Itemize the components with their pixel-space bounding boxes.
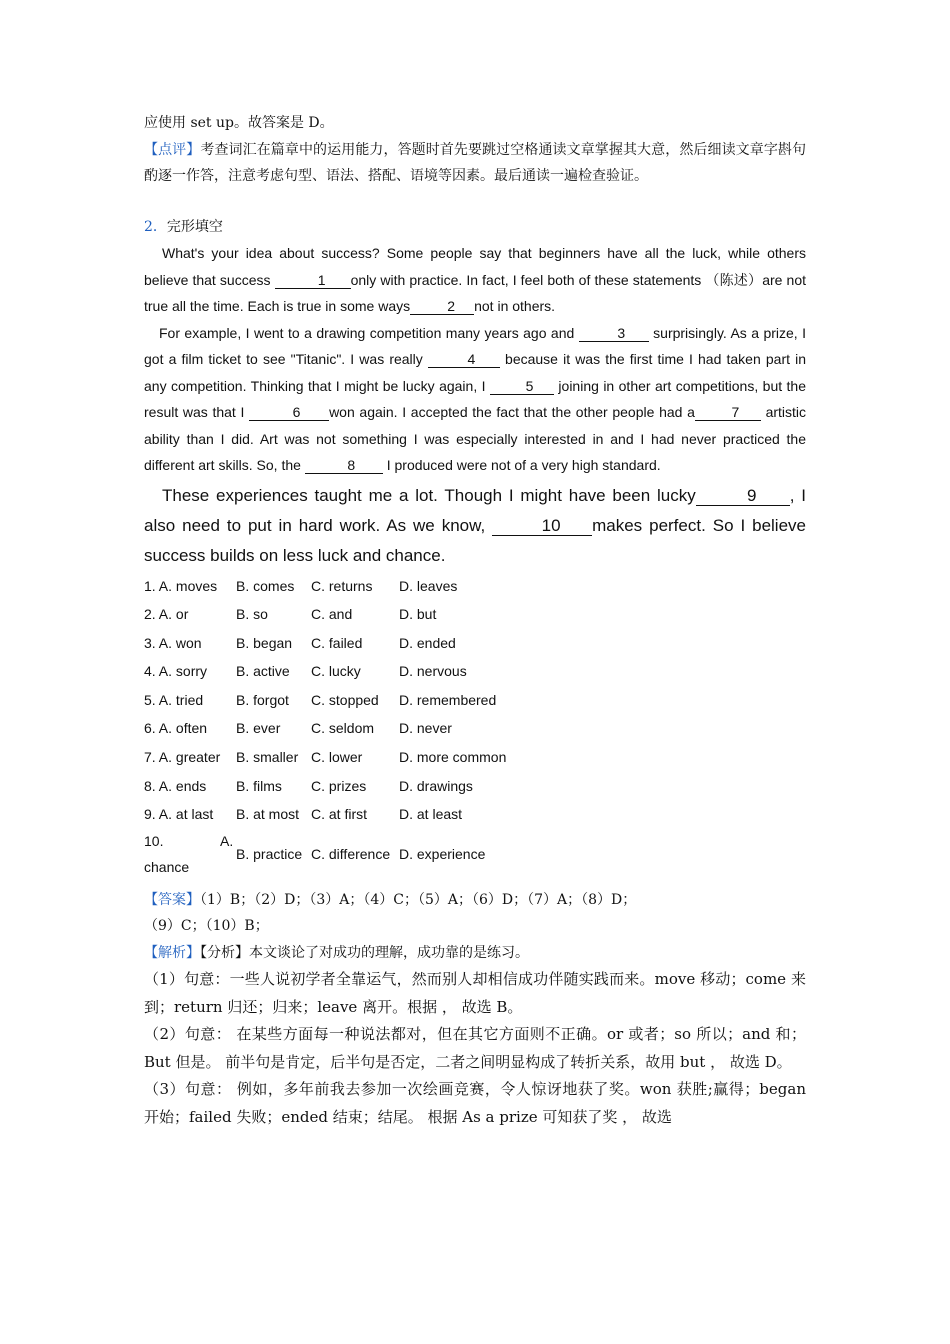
option-d: D. but: [399, 606, 437, 623]
passage-text: I produced were not of a very high standard.: [386, 457, 661, 473]
answer-line-2: （9）C；（10）B；: [144, 918, 269, 935]
option-d: D. remembered: [399, 691, 497, 708]
passage-text: For example, I went to a drawing competition many years ago and: [159, 324, 575, 341]
option-row: [144, 572, 806, 601]
option-row: [144, 657, 806, 686]
option-b: B. practice: [236, 845, 303, 862]
passage-paragraph-1: [144, 240, 806, 320]
option-c: C. lower: [311, 749, 363, 766]
option-b: B. at most: [236, 806, 300, 823]
analysis-intro-text: 【分析】本文谈论了对成功的理解，成功靠的是练习。: [200, 944, 529, 961]
option-row: [144, 800, 806, 829]
answer-block: [144, 887, 806, 940]
option-10-a-cell: [144, 833, 236, 885]
passage-text: makes perfect. So I believe success builds on less luck and chance.: [144, 515, 806, 565]
option-a: 7. A. greater: [144, 749, 221, 766]
analysis-q1: （1）句意：一些人说初学者全靠运气，然而别人却相信成功伴随实践而来。move 移动；come 来到；return 归还；归来；leave 离开。根据 ， 故选 B。: [144, 970, 806, 1016]
blank-5: 5: [490, 379, 554, 395]
option-b: B. comes: [236, 577, 295, 594]
option-b: B. ever: [236, 720, 281, 737]
option-10-a-letter: A.: [220, 832, 234, 849]
section-title: 完形填空: [166, 218, 223, 235]
document-page: [144, 110, 806, 1131]
option-d: D. drawings: [399, 777, 473, 794]
passage-text: These experiences taught me a lot. Though I might have been lucky: [162, 485, 696, 505]
option-c: C. difference: [311, 845, 391, 862]
passage-text: artistic ability than I did. Art was not something I was especially interested in and I had never practiced the different art skills. So, the: [144, 404, 807, 473]
option-10-a-text: chance: [144, 858, 190, 875]
option-c: C. stopped: [311, 691, 379, 708]
option-d: D. experience: [399, 845, 486, 862]
passage-text: only with practice. In fact, I feel both of these statements: [350, 271, 702, 288]
section-heading: [144, 214, 806, 241]
blank-10: 10: [492, 517, 592, 537]
passage-text: , I also need to put in hard work. As we know,: [144, 485, 806, 535]
analysis-tag: 【解析】: [144, 944, 200, 961]
option-row: [144, 772, 806, 801]
option-row: [144, 629, 806, 658]
intro-line: 应使用 set up。故答案是 D。: [144, 115, 334, 131]
passage-text: surprisingly. As a prize, I got a film ticket to see "Titanic". I was really: [144, 324, 807, 367]
option-a: 8. A. ends: [144, 777, 207, 794]
option-10-number: 10.: [144, 832, 164, 849]
option-b: B. films: [236, 777, 282, 794]
option-b: B. so: [236, 606, 268, 623]
option-b: B. began: [236, 634, 293, 651]
option-c: C. at first: [311, 806, 368, 823]
option-d: D. never: [399, 720, 452, 737]
passage-text: because it was the first time I had taken part in any competition. Thinking that I might be lucky again, I: [144, 351, 807, 394]
option-c: C. and: [311, 606, 353, 623]
analysis-q2: （2）句意： 在某些方面每一种说法都对，但在其它方面则不正确。or 或者；so 所以；and 和； But 但是。 前半句是肯定，后半句是否定，二者之间明显构成了转折关系，故用 but ， 故选 D。: [144, 1025, 806, 1071]
option-a: 4. A. sorry: [144, 663, 208, 680]
comment-tag: 【点评】: [144, 141, 201, 158]
option-b: B. active: [236, 663, 290, 680]
comment-paragraph: [144, 137, 806, 190]
blank-2: 2: [410, 299, 474, 315]
option-d: D. nervous: [399, 663, 467, 680]
option-a: 9. A. at last: [144, 806, 214, 823]
blank-7: 7: [695, 405, 761, 421]
analysis-block: [144, 940, 806, 1132]
blank-8: 8: [305, 458, 383, 474]
option-c: C. lucky: [311, 663, 361, 680]
section-number: 2．: [144, 218, 167, 235]
option-d: D. more common: [399, 749, 507, 766]
comment-text: 考查词汇在篇章中的运用能力，答题时首先要跳过空格通读文章掌握其大意，然后细读文章字斟句酌逐一作答，注意考虑句型、语法、搭配、语境等因素。最后通读一遍检查验证。: [144, 141, 807, 184]
option-a: 1. A. moves: [144, 577, 218, 594]
analysis-q3: （3）句意： 例如，多年前我去参加一次绘画竞赛，令人惊讶地获了奖。won 获胜;赢得；began 开始；failed 失败；ended 结束；结尾。 根据 As a prize 可知获了奖 ， 故选: [144, 1080, 806, 1126]
passage-text: What's your idea about success? Some people say that beginners have all the luck, while others believe that success: [144, 245, 806, 288]
option-b: B. smaller: [236, 749, 299, 766]
answer-text: （1）B；（2）D；（3）A；（4）C；（5）A；（6）D；（7）A；（8）D；: [200, 891, 637, 908]
answer-line-1: [144, 887, 806, 914]
option-c: C. seldom: [311, 720, 375, 737]
passage-paragraph-3: [144, 481, 806, 571]
option-a: 2. A. or: [144, 606, 189, 623]
option-row: [144, 686, 806, 715]
option-c: C. returns: [311, 577, 373, 594]
blank-4: 4: [428, 352, 500, 368]
cloze-passage: [144, 240, 806, 571]
option-b: B. forgot: [236, 691, 289, 708]
passage-text: （陈述）are not true all the time. Each is true in some ways: [144, 271, 807, 314]
passage-text: joining in other art competitions, but the result was that I: [144, 377, 807, 420]
option-row: [144, 714, 806, 743]
blank-6: 6: [249, 405, 329, 421]
option-row-10: [144, 833, 806, 885]
answer-tag: 【答案】: [144, 891, 200, 908]
option-c: C. prizes: [311, 777, 367, 794]
option-row: [144, 743, 806, 772]
passage-text: not in others.: [474, 298, 556, 314]
blank-9: 9: [696, 487, 790, 507]
options-list: [144, 572, 806, 885]
option-a: 3. A. won: [144, 634, 202, 651]
option-d: D. leaves: [399, 577, 458, 594]
blank-3: 3: [579, 326, 649, 342]
option-a: 6. A. often: [144, 720, 208, 737]
passage-text: won again. I accepted the fact that the other people had a: [329, 404, 695, 420]
passage-paragraph-2: [144, 320, 806, 479]
option-a: 5. A. tried: [144, 691, 204, 708]
blank-1: 1: [275, 273, 351, 289]
option-row: [144, 600, 806, 629]
option-c: C. failed: [311, 634, 363, 651]
analysis-intro: [144, 940, 806, 967]
option-d: D. ended: [399, 634, 456, 651]
option-d: D. at least: [399, 806, 463, 823]
